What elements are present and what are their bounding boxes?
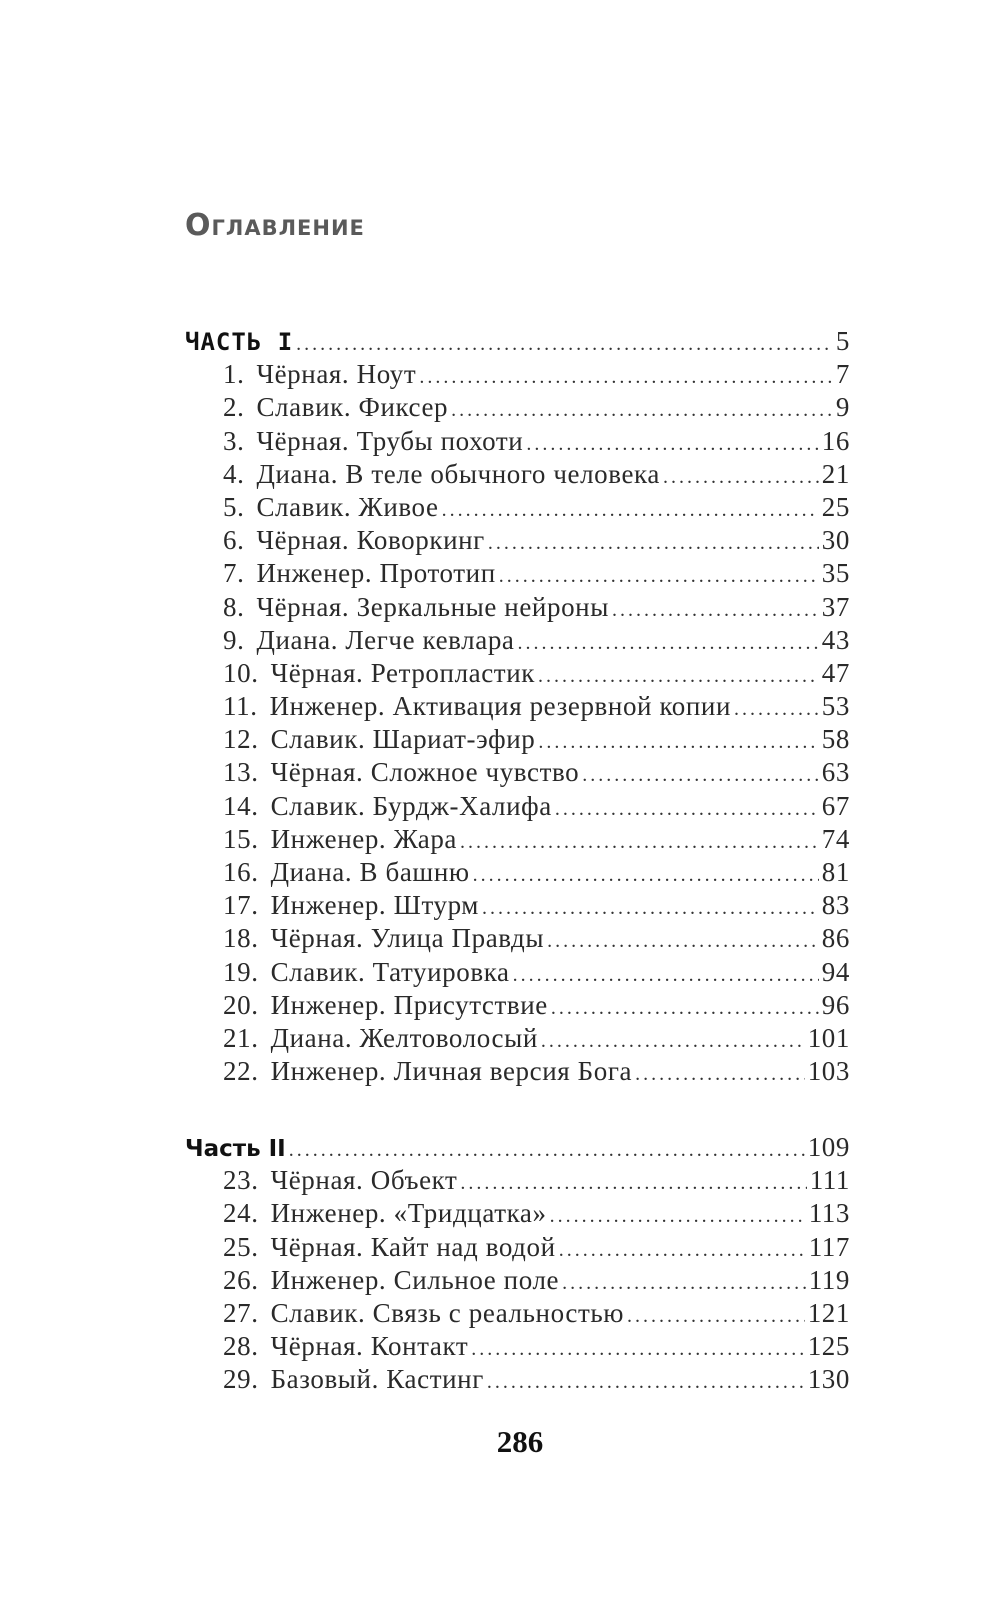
page-number: 63 — [821, 757, 850, 788]
toc-entry-text — [223, 1022, 538, 1055]
toc-entry-text — [223, 425, 523, 458]
toc-entry-text — [223, 1055, 632, 1088]
page-number: 101 — [807, 1022, 850, 1053]
page-number: 30 — [821, 525, 850, 556]
toc-entry-text — [223, 391, 448, 424]
toc-entry-text — [223, 591, 609, 624]
page-number: 7 — [835, 359, 850, 390]
chapter-number: 8. — [223, 591, 245, 622]
chapter-title: Диана. В теле обычного человека — [256, 458, 660, 489]
toc-entry-text — [223, 1164, 457, 1197]
chapter-title: Славик. Шариат-эфир — [270, 724, 536, 755]
toc-entry-text — [223, 1363, 484, 1396]
page-number: 117 — [808, 1231, 850, 1262]
chapter-title: Славик. Фиксер — [256, 392, 449, 423]
dot-leader — [296, 328, 833, 361]
toc-entry[interactable] — [185, 425, 850, 458]
chapter-number: 3. — [223, 425, 245, 456]
chapter-number: 26. — [223, 1264, 259, 1295]
chapter-number: 10. — [223, 657, 259, 688]
toc-part-2 — [185, 1131, 850, 1397]
dot-leader — [471, 1333, 804, 1366]
chapter-number: 27. — [223, 1297, 259, 1328]
dot-leader — [635, 1058, 805, 1091]
part-label: Часть II — [185, 1136, 286, 1162]
dot-leader — [551, 992, 819, 1025]
toc-entry[interactable] — [185, 856, 850, 889]
dot-leader — [487, 1366, 805, 1399]
chapter-title: Инженер. «Тридцатка» — [270, 1198, 547, 1229]
chapter-title: Славик. Живое — [256, 491, 439, 522]
chapter-title: Славик. Татуировка — [270, 956, 510, 987]
toc-entry-text — [223, 989, 548, 1022]
chapter-title: Инженер. Штурм — [270, 890, 479, 921]
chapter-number: 6. — [223, 525, 245, 556]
toc-entry-text — [223, 790, 552, 823]
chapter-number: 2. — [223, 392, 245, 423]
toc-entry-text — [223, 1231, 556, 1264]
page-number: 96 — [821, 989, 850, 1020]
toc-entry[interactable] — [185, 989, 850, 1022]
page-number: 125 — [807, 1331, 850, 1362]
chapter-number: 20. — [223, 989, 259, 1020]
dot-leader — [518, 627, 819, 660]
toc-entry-text — [223, 1330, 468, 1363]
dot-leader — [547, 925, 819, 958]
toc-entry-text — [223, 956, 510, 989]
chapter-number: 17. — [223, 890, 259, 921]
page-number: 16 — [821, 425, 850, 456]
chapter-number: 12. — [223, 724, 259, 755]
chapter-number: 1. — [223, 359, 245, 390]
dot-leader — [562, 1267, 806, 1300]
toc-entry[interactable] — [185, 391, 850, 424]
page-number: 86 — [821, 923, 850, 954]
page-number: 53 — [821, 691, 850, 722]
toc-entry[interactable] — [185, 491, 850, 524]
dot-leader — [289, 1134, 805, 1167]
chapter-title: Базовый. Кастинг — [270, 1364, 484, 1395]
chapter-title: Чёрная. Ретропластик — [270, 657, 535, 688]
toc-entry[interactable] — [185, 1055, 850, 1088]
toc-entry-text — [223, 358, 416, 391]
toc-entry-text — [223, 1197, 547, 1230]
toc-entry[interactable] — [185, 889, 850, 922]
toc-entry-text — [223, 491, 439, 524]
chapter-number: 19. — [223, 956, 259, 987]
chapter-number: 7. — [223, 558, 245, 589]
page-number: 111 — [809, 1165, 850, 1196]
chapter-number: 21. — [223, 1022, 259, 1053]
chapter-number: 15. — [223, 823, 259, 854]
dot-leader — [550, 1200, 806, 1233]
toc-entry[interactable] — [185, 790, 850, 823]
chapter-title: Чёрная. Трубы похоти — [256, 425, 524, 456]
chapter-title: Диана. Желтоволосый — [270, 1022, 538, 1053]
toc-entry-text — [223, 624, 515, 657]
toc-entry[interactable] — [185, 358, 850, 391]
page-number: 58 — [821, 724, 850, 755]
toc-entry[interactable] — [185, 557, 850, 590]
toc-entry[interactable] — [185, 956, 850, 989]
chapter-title: Диана. В башню — [270, 857, 470, 887]
dot-leader — [419, 361, 833, 394]
dot-leader — [451, 394, 833, 427]
toc-entry[interactable] — [185, 690, 850, 723]
toc-entry[interactable] — [185, 624, 850, 657]
chapter-number: 24. — [223, 1198, 259, 1229]
dot-leader — [460, 1167, 806, 1200]
toc-entry-text — [223, 690, 731, 723]
toc-entry[interactable] — [185, 1022, 850, 1055]
chapter-title: Чёрная. Объект — [270, 1165, 458, 1196]
part-label: ЧАСТЬ I — [185, 328, 294, 356]
toc-entry-text — [223, 889, 479, 922]
chapter-title: Славик. Бурдж-Халифа — [270, 790, 552, 821]
toc-entry-text — [223, 657, 535, 690]
chapter-number: 9. — [223, 624, 245, 655]
dot-leader — [460, 826, 819, 859]
dot-leader — [482, 892, 819, 925]
chapter-number: 18. — [223, 923, 259, 954]
chapter-number: 13. — [223, 757, 259, 788]
page-number: 47 — [821, 657, 850, 688]
page-number: 9 — [835, 392, 850, 423]
dot-leader — [555, 793, 819, 826]
toc-entry[interactable] — [185, 922, 850, 955]
folio-page-number: 286 — [496, 1424, 544, 1459]
chapter-number: 22. — [223, 1056, 259, 1087]
toc-entry[interactable] — [185, 1330, 850, 1363]
toc-part-1 — [185, 325, 850, 1088]
chapter-title: Инженер. Жара — [270, 823, 458, 854]
toc-entry-text — [223, 856, 470, 889]
page-number: 67 — [821, 790, 850, 821]
chapter-number: 28. — [223, 1331, 259, 1362]
toc-entry-text — [223, 524, 485, 557]
page-number: 109 — [807, 1132, 850, 1162]
toc-entry[interactable] — [185, 1231, 850, 1264]
page-number: 103 — [807, 1056, 850, 1087]
chapter-title: Диана. Легче кевлара — [256, 624, 515, 655]
toc-part-heading[interactable] — [185, 1131, 850, 1164]
dot-leader — [538, 660, 819, 693]
toc-entry[interactable] — [185, 723, 850, 756]
page-number: 74 — [821, 823, 850, 854]
dot-leader — [526, 428, 818, 461]
page-number: 21 — [821, 458, 850, 489]
chapter-title: Инженер. Активация резервной копии — [269, 691, 732, 722]
toc-entry[interactable] — [185, 591, 850, 624]
dot-leader — [612, 594, 819, 627]
toc-entry-text — [223, 557, 496, 590]
dot-leader — [473, 859, 819, 892]
toc-entry-text — [223, 823, 457, 856]
dot-leader — [663, 461, 819, 494]
toc-entry[interactable] — [185, 1164, 850, 1197]
chapter-number: 4. — [223, 458, 245, 489]
chapter-title: Чёрная. Сложное чувство — [270, 757, 580, 788]
page-number: 43 — [821, 624, 850, 655]
dot-leader — [513, 959, 819, 992]
dot-leader — [488, 527, 819, 560]
toc-entry[interactable] — [185, 1264, 850, 1297]
toc-entry[interactable] — [185, 458, 850, 491]
page-title: Оглавление — [185, 208, 365, 243]
chapter-number: 16. — [223, 857, 259, 887]
page-number: 119 — [808, 1264, 850, 1295]
toc-entry[interactable] — [185, 657, 850, 690]
chapter-title: Чёрная. Коворкинг — [256, 525, 485, 556]
toc-entry[interactable] — [185, 756, 850, 789]
page-number: 5 — [835, 326, 850, 356]
page-number: 25 — [821, 491, 850, 522]
chapter-title: Чёрная. Улица Правды — [270, 923, 545, 954]
page-number: 130 — [807, 1364, 850, 1395]
dot-leader — [582, 759, 819, 792]
page-number: 121 — [807, 1297, 850, 1328]
page-number: 94 — [821, 956, 850, 987]
dot-leader — [541, 1025, 805, 1058]
chapter-number: 5. — [223, 491, 245, 522]
dot-leader — [538, 726, 818, 759]
toc-part-heading[interactable] — [185, 325, 850, 358]
page-number: 83 — [821, 890, 850, 921]
chapter-number: 29. — [223, 1364, 259, 1395]
page-number: 113 — [808, 1198, 850, 1229]
toc-entry[interactable] — [185, 1363, 850, 1396]
chapter-title: Инженер. Прототип — [256, 558, 496, 589]
chapter-title: Инженер. Личная версия Бога — [270, 1056, 633, 1087]
dot-leader — [627, 1300, 805, 1333]
page-number: 81 — [821, 857, 850, 887]
toc-entry-text — [223, 1264, 559, 1297]
chapter-title: Чёрная. Ноут — [256, 359, 417, 390]
toc-entry[interactable] — [185, 1197, 850, 1230]
chapter-title: Славик. Связь с реальностью — [270, 1297, 625, 1328]
chapter-title: Инженер. Присутствие — [270, 989, 548, 1020]
toc-entry[interactable] — [185, 1297, 850, 1330]
toc-entry-text — [223, 458, 660, 491]
toc-entry-text — [223, 1297, 624, 1330]
toc-entry[interactable] — [185, 524, 850, 557]
dot-leader — [499, 560, 819, 593]
page-number: 35 — [821, 558, 850, 589]
chapter-number: 14. — [223, 790, 259, 821]
toc-entry[interactable] — [185, 823, 850, 856]
chapter-number: 25. — [223, 1231, 259, 1262]
chapter-title: Чёрная. Кайт над водой — [270, 1231, 556, 1262]
chapter-title: Инженер. Сильное поле — [270, 1264, 560, 1295]
page-number: 37 — [821, 591, 850, 622]
chapter-number: 11. — [223, 691, 258, 722]
dot-leader — [559, 1234, 806, 1267]
chapter-number: 23. — [223, 1165, 259, 1196]
toc-entry-text — [223, 756, 579, 789]
toc-entry-text — [223, 922, 544, 955]
dot-leader — [442, 494, 819, 527]
toc-entry-text — [223, 723, 535, 756]
chapter-title: Чёрная. Контакт — [270, 1331, 469, 1362]
dot-leader — [734, 693, 819, 726]
chapter-title: Чёрная. Зеркальные нейроны — [256, 591, 609, 622]
